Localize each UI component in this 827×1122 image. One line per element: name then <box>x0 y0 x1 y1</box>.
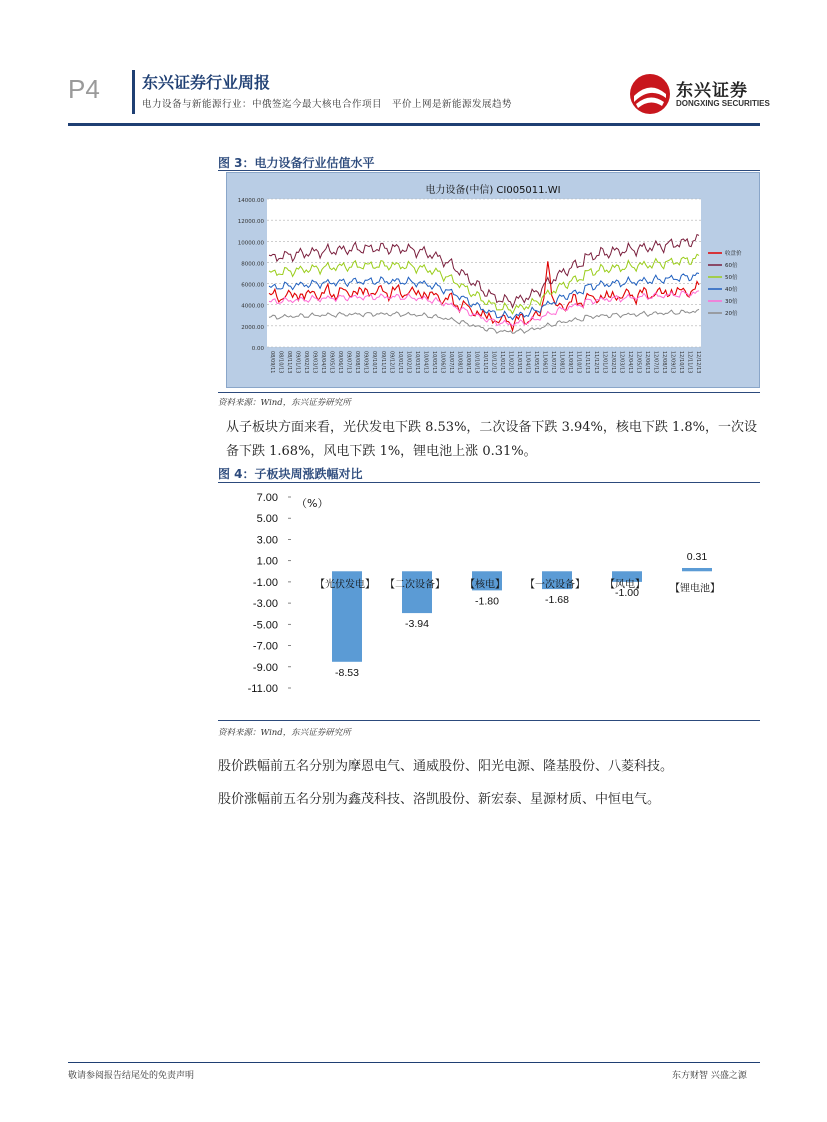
sector-summary-paragraph: 从子板块方面来看，光伏发电下跌 8.53%，二次设备下跌 3.94%，核电下跌 1.8%，一次设备下跌 1.68%，风电下跌 1%，锂电池上涨 0.31%。 <box>226 420 758 459</box>
y-tick-label: 2000.00 <box>241 324 264 331</box>
x-tick-label: 09/11/13 <box>379 351 386 374</box>
valuation-chart-title: 电力设备(中信) CI005011.WI <box>425 185 561 196</box>
value-label: -1.00 <box>615 586 639 599</box>
logo-text: 东兴证券 <box>676 81 748 101</box>
x-tick-label: 11/01/13 <box>499 351 506 374</box>
report-subtitle: 电力设备与新能源行业：中俄签迄今最大核电合作项目 平价上网是新能源发展趋势 <box>142 99 513 110</box>
x-tick-label: 11/07/13 <box>550 351 557 374</box>
top-gainers-paragraph: 股价涨幅前五名分别为鑫茂科技、洛凯股份、新宏泰、星源材质、中恒电气。 <box>218 792 661 807</box>
value-label: -1.68 <box>545 594 569 607</box>
x-tick-label: 09/08/13 <box>354 351 361 374</box>
bar <box>682 568 712 571</box>
x-tick-label: 10/03/13 <box>413 351 420 374</box>
y-tick-label: 12000.00 <box>237 219 264 226</box>
x-tick-label: 11/10/13 <box>575 351 582 374</box>
x-tick-label: 09/12/13 <box>388 351 395 374</box>
legend-label: 60倍 <box>725 263 738 269</box>
y-tick-label: 4000.00 <box>241 303 264 310</box>
y-tick-label: 7.00 <box>256 492 278 504</box>
x-tick-label: 10/01/13 <box>396 351 403 374</box>
x-tick-label: 11/04/13 <box>524 351 531 374</box>
category-label: 【锂电池】 <box>670 583 720 595</box>
y-tick-label: -11.00 <box>247 683 278 695</box>
x-tick-label: 10/06/13 <box>439 351 446 374</box>
x-tick-label: 09/05/13 <box>328 351 335 374</box>
x-tick-label: 09/02/13 <box>303 351 310 374</box>
footer-rule <box>68 1062 760 1063</box>
x-tick-label: 12/04/13 <box>626 351 633 374</box>
legend-label: 40倍 <box>725 287 738 293</box>
x-tick-label: 09/04/13 <box>320 351 327 374</box>
y-tick-label: -9.00 <box>252 661 278 674</box>
x-tick-label: 08/09/11 <box>269 351 275 374</box>
unit-label: （%） <box>296 497 329 510</box>
y-tick-label: 3.00 <box>256 534 278 547</box>
category-label: 【核电】 <box>465 579 505 591</box>
y-tick-label: 0.00 <box>251 346 264 352</box>
figure-4-caption: 图 4：子板块周涨跌幅对比 <box>218 467 363 481</box>
x-tick-label: 10/12/13 <box>490 351 497 374</box>
figure-4-rule <box>218 482 760 483</box>
legend-label: 20倍 <box>725 311 738 317</box>
x-tick-label: 10/08/13 <box>456 351 463 374</box>
x-tick-label: 12/12/13 <box>695 351 701 374</box>
x-tick-label: 12/08/13 <box>660 351 667 374</box>
x-tick-label: 10/04/13 <box>422 351 429 374</box>
legend-label: 30倍 <box>725 299 738 305</box>
sub-sector-bar-chart <box>226 485 760 705</box>
header-divider <box>132 70 135 114</box>
x-tick-label: 10/07/13 <box>447 351 454 374</box>
x-tick-label: 10/05/13 <box>430 351 437 374</box>
x-tick-label: 11/05/13 <box>533 351 540 374</box>
value-label: -8.53 <box>335 666 359 679</box>
x-tick-label: 12/11/13 <box>686 351 693 374</box>
x-tick-label: 12/09/13 <box>669 351 676 374</box>
x-tick-label: 09/09/13 <box>362 351 369 374</box>
y-tick-label: -5.00 <box>252 619 278 632</box>
figure-3-bottom-rule <box>218 392 760 393</box>
top-losers-paragraph: 股价跌幅前五名分别为摩恩电气、通威股份、阳光电源、隆基股份、八菱科技。 <box>218 759 674 774</box>
y-tick-label: 5.00 <box>256 513 278 526</box>
x-tick-label: 09/10/13 <box>371 351 378 374</box>
x-tick-label: 08/11/13 <box>286 351 293 374</box>
bar <box>402 571 432 613</box>
x-tick-label: 11/06/13 <box>541 351 548 374</box>
footer-disclaimer: 敬请参阅报告结尾处的免责声明 <box>68 1071 195 1081</box>
category-label: 【一次设备】 <box>525 579 585 591</box>
figure-4-bottom-rule <box>218 720 760 721</box>
figure-3-source: 资料来源：Wind，东兴证券研究所 <box>218 398 351 408</box>
y-tick-label: 14000.00 <box>237 198 264 204</box>
x-tick-label: 12/01/13 <box>601 351 608 374</box>
category-label: 【二次设备】 <box>385 579 445 591</box>
x-tick-label: 11/11/13 <box>584 351 591 374</box>
x-tick-label: 12/05/13 <box>635 351 642 374</box>
x-tick-label: 12/10/13 <box>677 351 684 374</box>
figure-3-rule <box>218 170 760 171</box>
x-tick-label: 10/02/13 <box>405 351 412 374</box>
category-label: 【风电】 <box>605 579 645 591</box>
x-tick-label: 12/06/13 <box>643 351 650 374</box>
x-tick-label: 09/06/13 <box>337 351 344 374</box>
x-tick-label: 11/03/13 <box>516 351 523 374</box>
legend-label: 收盘价 <box>725 251 742 257</box>
x-tick-label: 10/10/13 <box>473 351 480 374</box>
x-tick-label: 12/02/13 <box>609 351 616 374</box>
x-tick-label: 09/07/13 <box>345 351 352 374</box>
y-tick-label: -3.00 <box>252 598 278 611</box>
valuation-chart <box>226 172 760 388</box>
y-tick-label: 1.00 <box>256 555 278 568</box>
page-number: P4 <box>68 74 100 104</box>
footer-slogan: 东方财智 兴盛之源 <box>672 1071 747 1081</box>
legend-label: 50倍 <box>725 275 738 281</box>
x-tick-label: 10/09/13 <box>464 351 471 374</box>
x-tick-label: 11/09/13 <box>567 351 574 374</box>
value-label: -3.94 <box>405 618 429 631</box>
figure-4-source: 资料来源：Wind，东兴证券研究所 <box>218 728 351 738</box>
valuation-chart-svg <box>227 173 761 389</box>
header-rule <box>68 123 760 126</box>
value-label: -1.80 <box>475 595 499 608</box>
x-tick-label: 11/08/13 <box>558 351 565 374</box>
value-label: 0.31 <box>686 550 708 563</box>
category-label: 【光伏发电】 <box>315 579 375 591</box>
figure-3-caption: 图 3：电力设备行业估值水平 <box>218 156 375 170</box>
y-tick-label: 10000.00 <box>237 240 264 247</box>
plot-area <box>267 199 701 347</box>
y-tick-label: 6000.00 <box>241 282 264 289</box>
x-tick-label: 09/01/13 <box>294 351 301 374</box>
x-tick-label: 10/11/13 <box>482 351 488 374</box>
x-tick-label: 12/03/13 <box>618 351 625 374</box>
y-tick-label: 8000.00 <box>241 261 264 268</box>
y-tick-label: -1.00 <box>252 576 278 589</box>
report-title: 东兴证券行业周报 <box>142 73 271 92</box>
y-tick-label: -7.00 <box>252 640 278 653</box>
x-tick-label: 08/10/13 <box>277 351 284 374</box>
x-tick-label: 12/07/13 <box>652 351 659 374</box>
x-tick-label: 11/02/13 <box>507 351 514 374</box>
x-tick-label: 09/03/13 <box>311 351 318 374</box>
logo-english: DONGXING SECURITIES <box>676 99 770 108</box>
x-tick-label: 11/12/13 <box>592 351 599 374</box>
